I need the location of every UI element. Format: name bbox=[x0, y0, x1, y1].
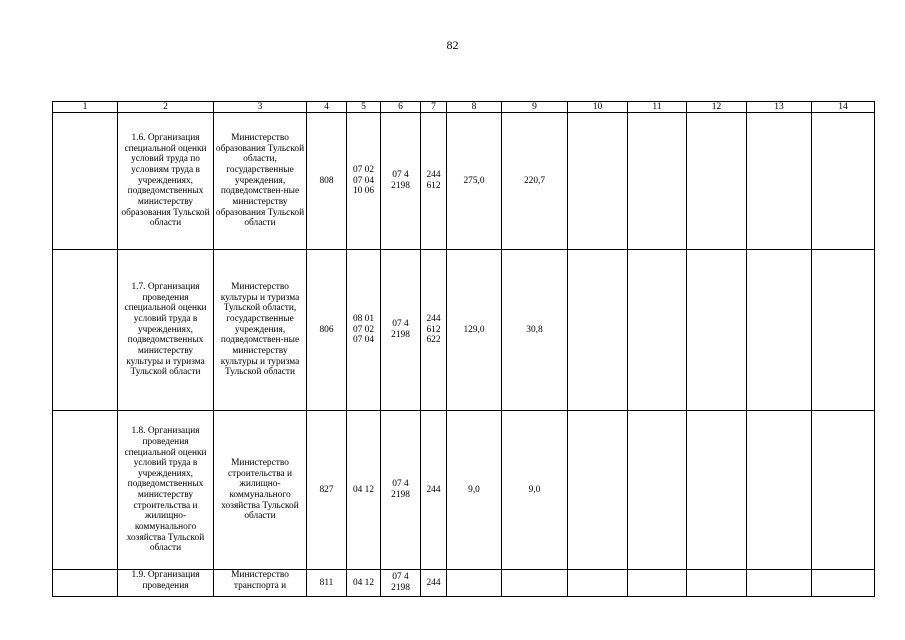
amount-cell: 9,0 bbox=[447, 411, 502, 570]
section-code-cell: 04 12 bbox=[347, 411, 381, 570]
empty-cell bbox=[628, 250, 687, 411]
column-header: 6 bbox=[381, 102, 421, 113]
executor-cell: Министерство культуры и туризма Тульской области, государственные учреждения, подведомствен-ные министерству культуры и туризма Тульской области bbox=[214, 250, 307, 411]
amount-cell: 9,0 bbox=[502, 411, 568, 570]
amount-cell: 30,8 bbox=[502, 250, 568, 411]
empty-cell bbox=[568, 411, 628, 570]
empty-cell bbox=[747, 411, 812, 570]
amount-cell: 275,0 bbox=[447, 113, 502, 250]
column-header: 12 bbox=[687, 102, 747, 113]
target-article-cell: 07 4 2198 bbox=[381, 570, 421, 597]
column-header: 5 bbox=[347, 102, 381, 113]
empty-cell bbox=[812, 411, 875, 570]
header-row bbox=[53, 102, 875, 113]
expense-type-cell: 244 bbox=[421, 570, 447, 597]
section-code-cell: 07 02 07 04 10 06 bbox=[347, 113, 381, 250]
empty-cell bbox=[628, 113, 687, 250]
activity-name-cell: 1.7. Организация проведения специальной оценки условий труда в учреждениях, подведомственных министерству культуры и туризма Тульской области bbox=[118, 250, 214, 411]
page-number: 82 bbox=[446, 38, 459, 52]
column-header: 11 bbox=[628, 102, 687, 113]
table-row bbox=[53, 113, 875, 250]
activity-name-cell: 1.9. Организация проведения bbox=[118, 570, 214, 597]
empty-cell bbox=[568, 570, 628, 597]
grbs-code-cell: 808 bbox=[307, 113, 347, 250]
target-article-cell: 07 4 2198 bbox=[381, 113, 421, 250]
activity-name-cell: 1.8. Организация проведения специальной оценки условий труда в учреждениях, подведомственных министерству строительства и жилищно-коммунального хозяйства Тульской области bbox=[118, 411, 214, 570]
expense-type-cell: 244 612 622 bbox=[421, 250, 447, 411]
empty-cell bbox=[687, 250, 747, 411]
empty-cell bbox=[812, 113, 875, 250]
activity-name-cell: 1.6. Организация специальной оценки условий труда по условиям труда в учреждениях, подведомственных министерству образования Тульской области bbox=[118, 113, 214, 250]
empty-cell bbox=[628, 570, 687, 597]
empty-cell bbox=[568, 113, 628, 250]
amount-cell bbox=[502, 570, 568, 597]
column-header: 7 bbox=[421, 102, 447, 113]
empty-cell bbox=[747, 113, 812, 250]
executor-cell: Министерство образования Тульской области, государственные учреждения, подведомствен-ные министерству образования Тульской области bbox=[214, 113, 307, 250]
column-header: 14 bbox=[812, 102, 875, 113]
target-article-cell: 07 4 2198 bbox=[381, 411, 421, 570]
amount-cell: 129,0 bbox=[447, 250, 502, 411]
column-header: 4 bbox=[307, 102, 347, 113]
target-article-cell: 07 4 2198 bbox=[381, 250, 421, 411]
cell-col1 bbox=[53, 250, 118, 411]
column-header: 1 bbox=[53, 102, 118, 113]
grbs-code-cell: 827 bbox=[307, 411, 347, 570]
table-row bbox=[53, 250, 875, 411]
cell-col1 bbox=[53, 113, 118, 250]
empty-cell bbox=[747, 250, 812, 411]
executor-cell: Министерство транспорта и bbox=[214, 570, 307, 597]
column-header: 3 bbox=[214, 102, 307, 113]
column-header: 8 bbox=[447, 102, 502, 113]
empty-cell bbox=[687, 570, 747, 597]
cell-col1 bbox=[53, 570, 118, 597]
section-code-cell: 08 01 07 02 07 04 bbox=[347, 250, 381, 411]
grbs-code-cell: 811 bbox=[307, 570, 347, 597]
column-header: 10 bbox=[568, 102, 628, 113]
expense-type-cell: 244 612 bbox=[421, 113, 447, 250]
column-header: 9 bbox=[502, 102, 568, 113]
expense-type-cell: 244 bbox=[421, 411, 447, 570]
amount-cell: 220,7 bbox=[502, 113, 568, 250]
executor-cell: Министерство строительства и жилищно-коммунального хозяйства Тульской области bbox=[214, 411, 307, 570]
grbs-code-cell: 806 bbox=[307, 250, 347, 411]
amount-cell bbox=[447, 570, 502, 597]
cell-col1 bbox=[53, 411, 118, 570]
empty-cell bbox=[812, 250, 875, 411]
table-row bbox=[53, 570, 875, 597]
column-header: 13 bbox=[747, 102, 812, 113]
budget-table bbox=[52, 101, 875, 597]
empty-cell bbox=[628, 411, 687, 570]
table-row bbox=[53, 411, 875, 570]
empty-cell bbox=[687, 113, 747, 250]
section-code-cell: 04 12 bbox=[347, 570, 381, 597]
empty-cell bbox=[747, 570, 812, 597]
empty-cell bbox=[687, 411, 747, 570]
empty-cell bbox=[568, 250, 628, 411]
column-header: 2 bbox=[118, 102, 214, 113]
empty-cell bbox=[812, 570, 875, 597]
